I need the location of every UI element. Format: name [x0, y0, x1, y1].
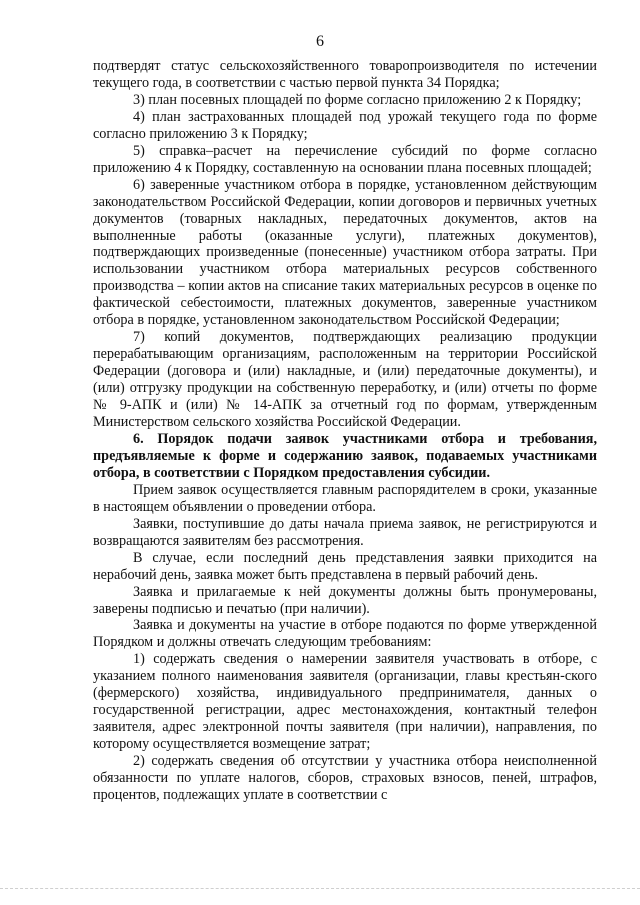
paragraph-numbering: Заявка и прилагаемые к ней документы должны быть пронумерованы, заверены подписью и печатью (при наличии). [93, 583, 597, 617]
paragraph-requirements-intro: Заявка и документы на участие в отборе подаются по форме утвержденной Порядком и должны отвечать следующим требованиям: [93, 617, 597, 651]
paragraph-nonworking-day: В случае, если последний день представления заявки приходится на нерабочий день, заявка может быть представлена в первый рабочий день. [93, 549, 597, 583]
list-item-4: 4) план застрахованных площадей под урожай текущего года по форме согласно приложению 3 к Порядку; [93, 108, 597, 142]
section-heading-6: 6. Порядок подачи заявок участниками отбора и требования, предъявляемые к форме и содержанию заявок, подаваемых участниками отбора, в соответствии с Порядком предоставления субсидии. [93, 430, 597, 481]
document-body [93, 58, 597, 804]
list-item-7: 7) копий документов, подтверждающих реализацию продукции перерабатывающим организациям, расположенным на территории Российской Федерации (договора и (или) накладные, и (или) передаточные документы), и (или) отгрузку продукции на собственную переработку, и (или) отчеты по форме № 9-АПК и (или) № 14-АПК за отчетный год по формам, утвержденным Министерством сельского хозяйства Российской Федерации. [93, 329, 597, 431]
paragraph-application-receipt: Прием заявок осуществляется главным распорядителем в сроки, указанные в настоящем объявлении о проведении отбора. [93, 481, 597, 515]
page-bottom-rule [0, 888, 640, 889]
list-item-6: 6) заверенные участником отбора в порядке, установленном действующим законодательством Российской Федерации, копии договоров и первичных учетных документов (товарных накладных, передаточных документов, актов на выполненные работы (оказанные услуги), платежных документов), подтверждающих произведенные (понесенные) участником отбора затраты. При использовании участником отбора материальных ресурсов собственного производства – копии актов на списание таких материальных ресурсов в оценке по фактической себестоимости, платежных документов, заверенные участником отбора в порядке, установленном законодательством Российской Федерации; [93, 176, 597, 329]
paragraph-early-applications: Заявки, поступившие до даты начала приема заявок, не регистрируются и возвращаются заявителям без рассмотрения. [93, 515, 597, 549]
requirement-item-2: 2) содержать сведения об отсутствии у участника отбора неисполненной обязанности по уплате налогов, сборов, страховых взносов, пеней, штрафов, процентов, подлежащих уплате в соответствии с [93, 753, 597, 803]
page-number: 6 [316, 33, 324, 50]
list-item-3: 3) план посевных площадей по форме согласно приложению 2 к Порядку; [133, 91, 582, 108]
paragraph-continuation: подтвердят статус сельскохозяйственного товаропроизводителя по истечении текущего года, в соответствии с частью первой пункта 34 Порядка; [93, 58, 597, 91]
list-item-5: 5) справка–расчет на перечисление субсидий по форме согласно приложению 4 к Порядку, составленную на основании плана посевных площадей; [93, 142, 597, 176]
requirement-item-1: 1) содержать сведения о намерении заявителя участвовать в отборе, с указанием полного наименования заявителя (организации, главы крестьян-ского (фермерского) хозяйства, индивидуального предпринимателя, данных о государственной регистрации, адрес местонахождения, контактный телефон заявителя, адрес электронной почты заявителя (при наличии), направления, по которому осуществляется возмещение затрат; [93, 651, 597, 753]
